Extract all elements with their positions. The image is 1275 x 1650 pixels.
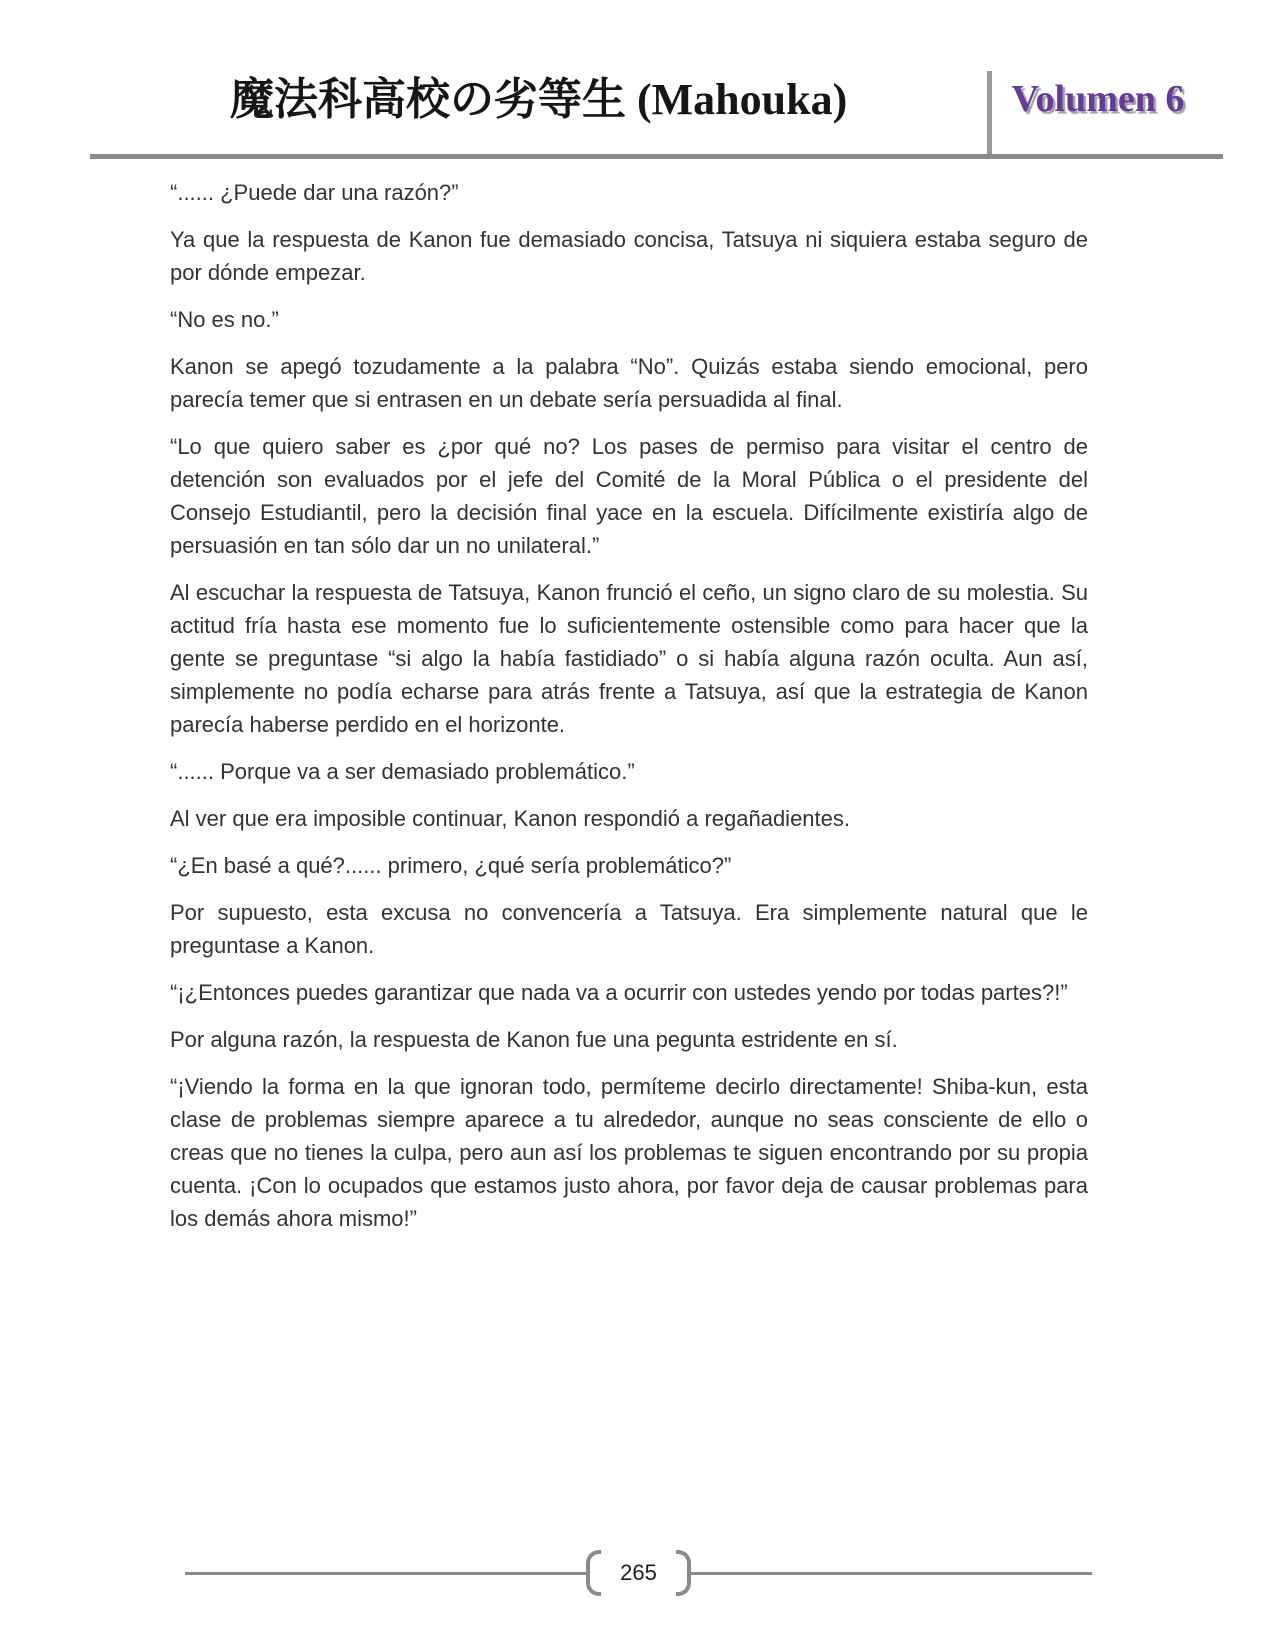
page-footer bbox=[185, 1550, 1092, 1596]
paragraph: Kanon se apegó tozudamente a la palabra “No”. Quizás estaba siendo emocional, pero parecía temer que si entrasen en un debate sería persuadida al final. bbox=[170, 354, 1088, 412]
paragraph: Por supuesto, esta excusa no convencería a Tatsuya. Era simplemente natural que le preguntase a Kanon. bbox=[170, 900, 1088, 958]
paragraph: Por alguna razón, la respuesta de Kanon fue una pegunta estridente en sí. bbox=[170, 1027, 898, 1052]
paragraph: “...... Porque va a ser demasiado problemático.” bbox=[170, 759, 635, 784]
paragraph: “¿En basé a qué?...... primero, ¿qué sería problemático?” bbox=[170, 853, 732, 878]
footer-rule-left bbox=[185, 1572, 586, 1575]
page-title: 魔法科高校の劣等生 (Mahouka) bbox=[230, 75, 848, 124]
paragraph: “No es no.” bbox=[170, 307, 279, 332]
paragraph: “¡¿Entonces puedes garantizar que nada va a ocurrir con ustedes yendo por todas partes?!” bbox=[170, 980, 1068, 1005]
paragraph: “Lo que quiero saber es ¿por qué no? Los pases de permiso para visitar el centro de detención son evaluados por el jefe del Comité de la Moral Pública o el presidente del Consejo Estudiantil, pero la decisión final yace en la escuela. Difícilmente existiría algo de persuasión en tan sólo dar un no unilateral.” bbox=[170, 434, 1088, 558]
page-number-bracket-left bbox=[586, 1550, 601, 1596]
header-rule bbox=[90, 154, 1223, 159]
paragraph: Al escuchar la respuesta de Tatsuya, Kanon frunció el ceño, un signo claro de su molestia. Su actitud fría hasta ese momento fue lo suficientemente ostensible como para hacer que la gente se preguntase “si algo la había fastidiado” o si había alguna razón oculta. Aun así, simplemente no podía echarse para atrás frente a Tatsuya, así que la estrategia de Kanon parecía haberse perdido en el horizonte. bbox=[170, 580, 1088, 737]
paragraph: Ya que la respuesta de Kanon fue demasiado concisa, Tatsuya ni siquiera estaba seguro de por dónde empezar. bbox=[170, 227, 1088, 285]
paragraph: “...... ¿Puede dar una razón?” bbox=[170, 180, 459, 205]
footer-rule-right bbox=[691, 1572, 1092, 1575]
body-text bbox=[170, 176, 1088, 1249]
page-number-bracket-right bbox=[676, 1550, 691, 1596]
header-vertical-divider bbox=[987, 71, 992, 159]
paragraph: “¡Viendo la forma en la que ignoran todo, permíteme decirlo directamente! Shiba-kun, esta clase de problemas siempre aparece a tu alrededor, aunque no seas consciente de ello o creas que no tienes la culpa, pero aun así los problemas te siguen encontrando por su propia cuenta. ¡Con lo ocupados que estamos justo ahora, por favor deja de causar problemas para los demás ahora mismo!” bbox=[170, 1074, 1088, 1231]
paragraph: Al ver que era imposible continuar, Kanon respondió a regañadientes. bbox=[170, 806, 851, 831]
page-number: 265 bbox=[620, 1560, 657, 1585]
volume-label: Volumen 6 bbox=[1011, 78, 1185, 120]
